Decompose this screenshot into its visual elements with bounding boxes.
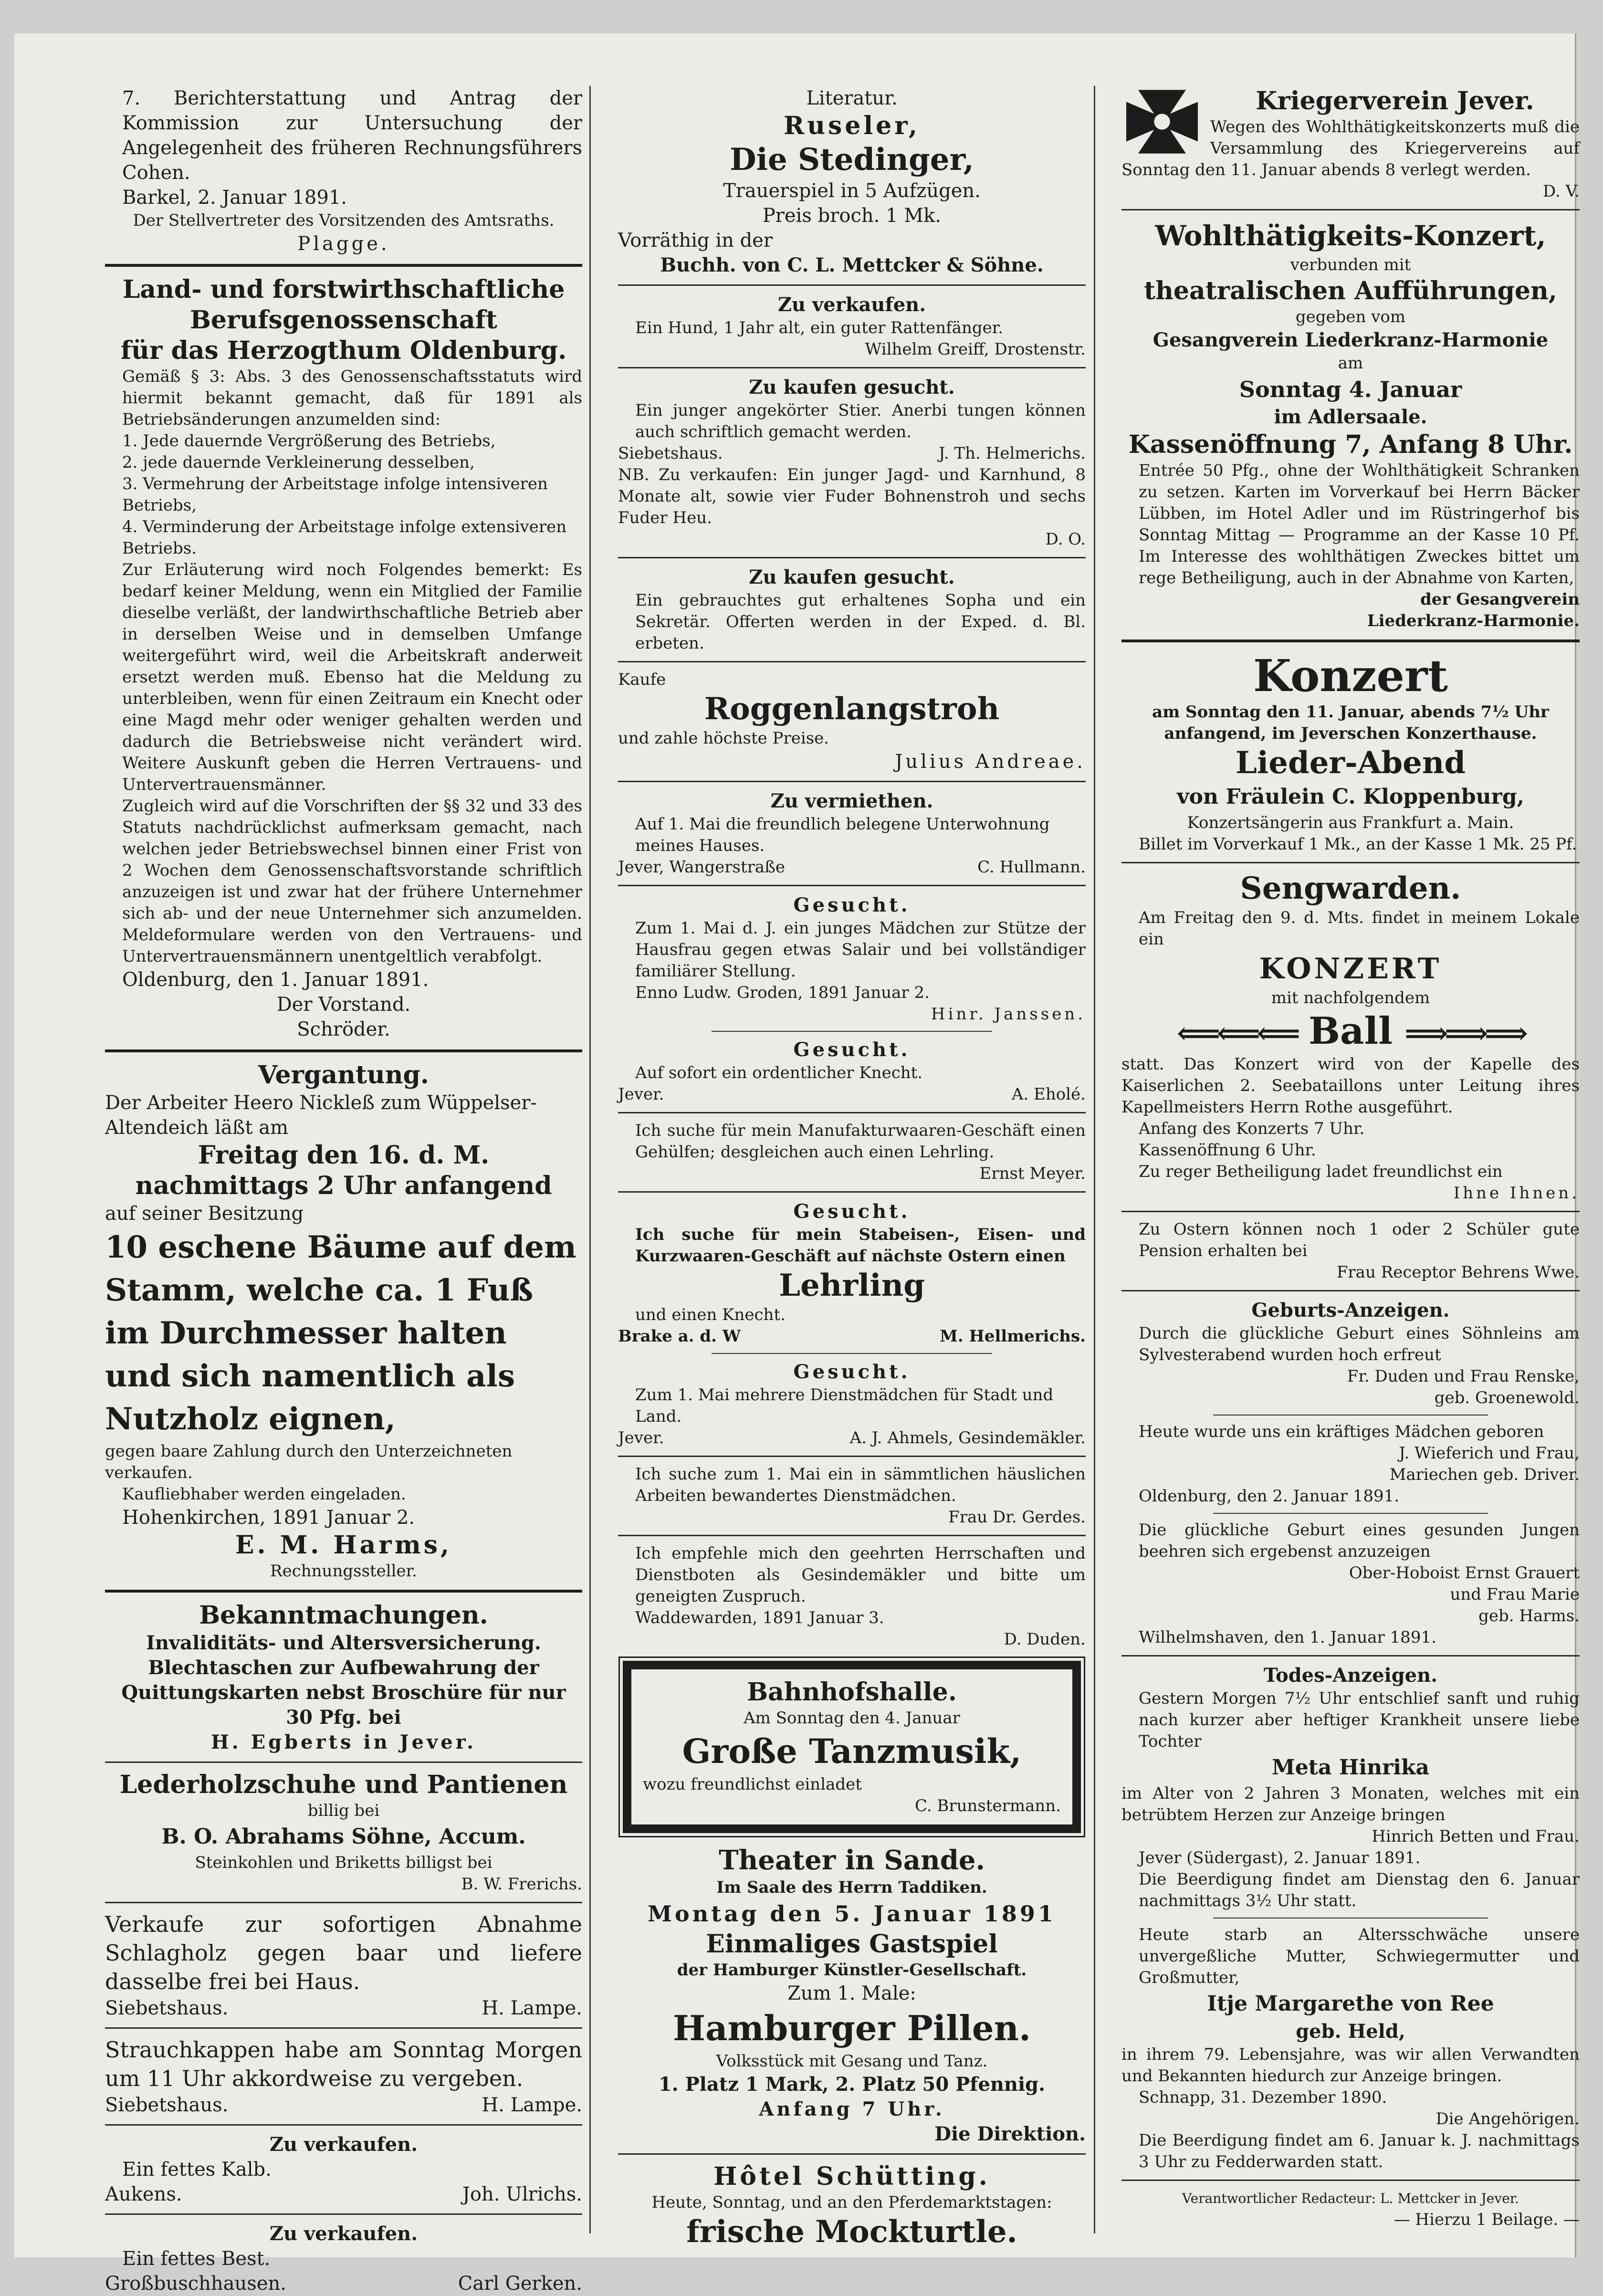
ad-date: Oldenburg, den 2. Januar 1891. bbox=[1139, 1487, 1400, 1506]
ad-body: am bbox=[1338, 354, 1363, 373]
section-heading: Literatur. bbox=[806, 87, 898, 109]
ad-body: Auf sofort ein ordentlicher Knecht. bbox=[635, 1063, 923, 1082]
ad-signature: D. O. bbox=[1045, 530, 1086, 549]
list-item: 4. Verminderung der Arbeitstage infolge extensiveren Betriebs. bbox=[122, 517, 567, 558]
divider bbox=[712, 1353, 992, 1354]
ad-troupe: der Hamburger Künstler-Gesellschaft. bbox=[677, 1961, 1027, 1980]
supplement-note: — Hierzu 1 Beilage. — bbox=[1393, 2210, 1580, 2229]
ad-body: billig bei bbox=[307, 1801, 380, 1820]
ad-body: Die Beerdigung findet am Dienstag den 6. Januar nachmittags 3½ Uhr statt. bbox=[1139, 1870, 1580, 1910]
ad-body: Ich suche für mein Stabeisen-, Eisen- und Kurzwaaren-Geschäft auf nächste Ostern einen bbox=[635, 1225, 1086, 1266]
ad-club: Gesangverein Liederkranz-Harmonie bbox=[1152, 329, 1549, 351]
divider bbox=[105, 2027, 582, 2029]
ad-footer bbox=[105, 2182, 582, 2207]
ad-subtitle: Invaliditäts- und Altersversicherung. bbox=[146, 1632, 541, 1654]
ad-body: Kaufe bbox=[618, 670, 666, 689]
book-price: Preis broch. 1 Mk. bbox=[762, 205, 942, 227]
ad-seller: C. Brunstermann. bbox=[914, 1796, 1061, 1815]
ad-title: Zu kaufen gesucht. bbox=[749, 376, 955, 398]
ad-time: nachmittags 2 Uhr anfangend bbox=[135, 1171, 552, 1200]
divider bbox=[105, 1902, 582, 1903]
divider bbox=[105, 1590, 582, 1593]
divider bbox=[1121, 862, 1580, 863]
ad-body: im Alter von 2 Jahren 3 Monaten, welches mit ein betrübtem Herzen zur Anzeige bringen bbox=[1121, 1784, 1580, 1824]
ornament-left-icon: ⟸⟸⟸ bbox=[1176, 1016, 1297, 1051]
ad-seller: H. Lampe. bbox=[482, 1997, 582, 2019]
column-right bbox=[1121, 86, 1580, 2229]
divider bbox=[618, 885, 1086, 886]
ad-footer bbox=[105, 1996, 582, 2021]
ad-title: Zu kaufen gesucht. bbox=[749, 566, 955, 588]
ad-body: Volksstück mit Gesang und Tanz. bbox=[716, 2052, 988, 2071]
ad-signature: Schröder. bbox=[297, 1018, 390, 1040]
ad-place: Großbuschhausen. bbox=[105, 2273, 286, 2295]
ad-footer bbox=[618, 857, 1086, 878]
ad-seller: Ernst Meyer. bbox=[979, 1164, 1086, 1183]
ad-date: Hohenkirchen, 1891 Januar 2. bbox=[122, 1507, 415, 1529]
divider bbox=[105, 1049, 582, 1052]
ad-headline: KONZERT bbox=[1259, 952, 1442, 985]
ad-seller: Frau Dr. Gerdes. bbox=[948, 1508, 1086, 1527]
ad-seller: Buchh. von C. L. Mettcker & Söhne. bbox=[660, 254, 1044, 276]
ad-seller: B. W. Frerichs. bbox=[461, 1875, 582, 1894]
ad-seller: M. Hellmerichs. bbox=[940, 1327, 1086, 1346]
book-title: Die Stedinger, bbox=[730, 142, 974, 178]
divider bbox=[618, 1456, 1086, 1457]
ad-headline: Hamburger Pillen. bbox=[672, 2008, 1031, 2048]
ad-headline: 10 eschene Bäume auf dem Stamm, welche ca. 1 Fuß im Durchmesser halten und sich namentlich als Nutzholz eignen, bbox=[105, 1229, 576, 1437]
ad-headline: theatralischen Aufführungen, bbox=[1144, 276, 1557, 305]
ad-body: Blechtaschen zur Aufbewahrung der Quittungskarten nebst Broschüre für nur 30 Pfg. bei bbox=[121, 1656, 566, 1729]
column-rule bbox=[1094, 86, 1095, 2233]
ad-headline: Lehrling bbox=[779, 1268, 925, 1303]
ad-date: Am Sonntag den 4. Januar bbox=[744, 1709, 960, 1728]
ad-signature: Ihne Ihnen. bbox=[1453, 1184, 1580, 1203]
ad-place: Enno Ludw. Groden, 1891 Januar 2. bbox=[635, 983, 930, 1002]
divider bbox=[105, 2124, 582, 2126]
ad-body: verbunden mit bbox=[1290, 255, 1411, 274]
ad-body: statt. Das Konzert wird von der Kapelle des Kaiserlichen 2. Seebataillons unter Leitung ihres Kapellmeisters Herrn Rothe ausgeführt. bbox=[1121, 1055, 1580, 1117]
ad-title: Todes-Anzeigen. bbox=[1263, 1664, 1438, 1687]
ad-footer bbox=[105, 2093, 582, 2118]
deceased-name: Meta Hinrika bbox=[1271, 1755, 1430, 1780]
ad-body: mit nachfolgendem bbox=[1271, 988, 1430, 1007]
ad-signature: der Gesangverein bbox=[1420, 590, 1580, 609]
ad-place: Aukens. bbox=[105, 2183, 182, 2205]
ad-title: Lederholzschuhe und Pantienen bbox=[119, 1770, 568, 1799]
ad-date: Montag den 5. Januar 1891 bbox=[648, 1901, 1056, 1927]
ad-title: Zu verkaufen. bbox=[269, 2133, 418, 2156]
ad-footer bbox=[618, 1326, 1086, 1347]
framed-ad bbox=[623, 1661, 1081, 1833]
notice-body: 7. Berichterstattung und Antrag der Kommission zur Untersuchung der Angelegenheit des früheren Rechnungsführers Cohen. bbox=[122, 87, 582, 184]
ad-headline: frische Mockturtle. bbox=[686, 2214, 1017, 2250]
ad-title: Theater in Sande. bbox=[718, 1845, 985, 1876]
ad-title: Bekanntmachungen. bbox=[199, 1601, 488, 1630]
ad-body: wozu freundlichst einladet bbox=[643, 1775, 862, 1794]
ad-body: Wegen des Wohlthätigkeitskonzerts muß die Versammlung des Kriegervereins auf Sonntag den 11. Januar abends 8 verlegt werden. bbox=[1121, 117, 1580, 179]
editor-line: Verantwortlicher Redacteur: L. Mettcker in Jever. bbox=[1182, 2191, 1519, 2206]
list-item: 3. Vermehrung der Arbeitstage infolge intensiveren Betriebs, bbox=[122, 474, 548, 515]
ad-body: Am Freitag den 9. d. Mts. findet in meinem Lokale ein bbox=[1139, 908, 1580, 949]
ad-body: Ich suche zum 1. Mai ein in sämmtlichen häuslichen Arbeiten bewandertes Dienstmädchen. bbox=[635, 1465, 1086, 1505]
ad-signature: Mariechen geb. Driver. bbox=[1389, 1465, 1580, 1484]
notice-signature: Plagge. bbox=[297, 233, 390, 255]
ad-signature: Fr. Duden und Frau Renske, bbox=[1347, 1367, 1580, 1386]
ad-signature: J. Wieferich und Frau, bbox=[1399, 1444, 1580, 1463]
ball-banner bbox=[1121, 1009, 1580, 1054]
ad-body: Zugleich wird auf die Vorschriften der §§ 32 und 33 des Statuts nachdrücklichst aufmerksam gemacht, nach welchen jeder Betriebswechsel binnen einer Frist von 2 Wochen dem Genossenschaftsvorstande schriftlich anzuzeigen ist und zwar hat der frühere Unternehmer sich ab- und der neue Unternehmer sich anzumelden. Meldeformulare werden von den Vertrauens- und Untervertrauensmännern unentgeltlich verabfolgt. bbox=[122, 797, 582, 966]
ad-date: Oldenburg, den 1. Januar 1891. bbox=[122, 969, 429, 991]
ad-footer bbox=[618, 1427, 1086, 1449]
ad-signature: D. V. bbox=[1542, 182, 1580, 201]
ad-body: Ein fettes Kalb. bbox=[122, 2159, 272, 2181]
ad-title: Hôtel Schütting. bbox=[713, 2162, 990, 2191]
ad-place: Siebetshaus. bbox=[105, 1997, 229, 2019]
ad-signature: Die Angehörigen. bbox=[1435, 2109, 1580, 2128]
ad-body: Steinkohlen und Briketts billigst bei bbox=[195, 1853, 492, 1872]
ad-place: Jever, Wangerstraße bbox=[618, 858, 785, 877]
ad-footer bbox=[105, 2271, 582, 2296]
ad-title: Zu verkaufen. bbox=[777, 294, 926, 316]
ad-role: Rechnungssteller. bbox=[270, 1562, 417, 1581]
ad-seller: J. Th. Helmerichs. bbox=[938, 444, 1086, 463]
ad-body: und einen Knecht. bbox=[635, 1305, 786, 1324]
ad-footer bbox=[618, 443, 1086, 464]
book-author: Ruseler, bbox=[784, 111, 920, 140]
divider bbox=[618, 661, 1086, 662]
ad-body: Kaufliebhaber werden eingeladen. bbox=[122, 1485, 406, 1504]
ad-body: Verkaufe zur sofortigen Abnahme Schlagholz gegen baar und liefere dasselbe frei bei Haus. bbox=[105, 1911, 582, 1994]
ad-place: Jever. bbox=[618, 1428, 664, 1447]
ad-date: Jever (Südergast), 2. Januar 1891. bbox=[1139, 1848, 1421, 1867]
ad-seller: Hinr. Janssen. bbox=[931, 1005, 1086, 1024]
ad-body: Die glückliche Geburt eines gesunden Jungen beehren sich ergebenst anzuzeigen bbox=[1139, 1520, 1580, 1561]
ad-body: Auf 1. Mai die freundlich belegene Unterwohnung meines Hauses. bbox=[635, 815, 1050, 855]
ad-body: Ich empfehle mich den geehrten Herrschaften und Dienstboten als Gesindemäkler und bitte um geneigten Zuspruch. bbox=[635, 1544, 1086, 1606]
ad-body: Zu reger Betheiligung ladet freundlichst ein bbox=[1139, 1162, 1503, 1181]
ad-seller: Carl Gerken. bbox=[458, 2273, 582, 2295]
ad-start: Anfang 7 Uhr. bbox=[759, 2098, 945, 2120]
ad-body: Gemäß § 3: Abs. 3 des Genossenschaftsstatuts wird hiermit bekannt gemacht, daß für 1891 als Betriebsänderungen anzumelden sind: bbox=[122, 367, 582, 429]
ad-body: Konzertsängerin aus Frankfurt a. Main. bbox=[1187, 813, 1514, 832]
ad-signature: Ober-Hoboist Ernst Grauert bbox=[1349, 1563, 1580, 1583]
ad-date: Sonntag 4. Januar bbox=[1239, 377, 1462, 402]
ad-body: Entrée 50 Pfg., ohne der Wohlthätigkeit Schranken zu setzen. Karten im Vorverkauf bei Herrn Bäcker Lübben, im Hotel Adler und im Rüstringerhof bis Sonntag Mittag — Programme an der Kasse 10 Pf. Im Interesse des wohlthätigen Zweckes bittet um rege Betheiligung, auch in der Abnahme von Karten, bbox=[1139, 461, 1580, 587]
divider bbox=[1121, 1211, 1580, 1212]
ad-headline: Roggenlangstroh bbox=[704, 691, 1000, 727]
ad-place: Siebetshaus. bbox=[105, 2094, 229, 2116]
divider bbox=[618, 1191, 1086, 1193]
ad-seller: Julius Andreae. bbox=[895, 751, 1086, 773]
ad-body: Zum 1. Male: bbox=[787, 1982, 916, 2004]
ad-title: Zu vermiethen. bbox=[770, 790, 933, 812]
ad-date: Wilhelmshaven, den 1. Januar 1891. bbox=[1139, 1628, 1436, 1647]
ad-place: Brake a. d. W bbox=[618, 1327, 741, 1346]
ad-body: Zur Erläuterung wird noch Folgendes bemerkt: Es bedarf keiner Meldung, wenn ein Mitglied der Familie dieselbe verläßt, der landwirthschaftliche Betrieb aber in derselben Weise und in demselben Umfange weitergeführt wird, weil die Arbeitskraft anderweit ersetzt werden muß. Ebenso hat die Meldung zu unterbleiben, wenn für einen Zeitraum ein Knecht oder eine Magd mehr oder weniger gehalten werden und dadurch die Betriebsweise nicht verändert wird. Weitere Auskunft geben die Herren Vertrauens- und Untervertrauensmänner. bbox=[122, 560, 582, 794]
ad-headline: Große Tanzmusik, bbox=[682, 1731, 1022, 1771]
ad-body: Heute starb an Altersschwäche unsere unvergeßliche Mutter, Schwiegermutter und Großmutter, bbox=[1139, 1925, 1580, 1987]
ad-note: NB. Zu verkaufen: Ein junger Jagd- und Karnhund, 8 Monate alt, sowie vier Fuder Bohnenstroh und sechs Fuder Heu. bbox=[618, 465, 1086, 527]
list-item: 2. jede dauernde Verkleinerung desselben, bbox=[122, 453, 475, 472]
divider bbox=[712, 1031, 992, 1032]
notice-role: Der Stellvertreter des Vorsitzenden des Amtsraths. bbox=[133, 211, 555, 230]
divider bbox=[618, 1535, 1086, 1536]
notice-place-date: Barkel, 2. Januar 1891. bbox=[122, 187, 347, 209]
divider bbox=[1213, 1513, 1488, 1514]
ad-title: Berufsgenossenschaft bbox=[189, 305, 498, 335]
newspaper-page bbox=[14, 33, 1580, 2295]
divider bbox=[1121, 1290, 1580, 1291]
ad-body: und zahle höchste Preise. bbox=[618, 729, 829, 748]
divider bbox=[1121, 1655, 1580, 1656]
column-left bbox=[105, 86, 582, 2295]
ad-place: Waddewarden, 1891 Januar 3. bbox=[635, 1608, 884, 1627]
ad-headline: Lieder-Abend bbox=[1235, 745, 1466, 781]
deceased-maiden-name: geb. Held, bbox=[1296, 2020, 1405, 2043]
ad-performer: von Fräulein C. Kloppenburg, bbox=[1177, 785, 1524, 809]
ad-seller: Joh. Ulrichs. bbox=[462, 2183, 582, 2205]
ad-body: auf seiner Besitzung bbox=[105, 1203, 304, 1225]
ad-board: Der Vorstand. bbox=[276, 994, 411, 1016]
ad-seller: C. Hullmann. bbox=[977, 858, 1086, 877]
ad-body: in ihrem 79. Lebensjahre, was wir allen Verwandten und Bekannten hiedurch zur Anzeige bringen. bbox=[1121, 2045, 1580, 2086]
divider bbox=[1121, 209, 1580, 210]
column-rule bbox=[589, 86, 591, 2233]
ad-venue: Im Saale des Herrn Taddiken. bbox=[716, 1878, 987, 1897]
ad-title: Sengwarden. bbox=[1240, 870, 1461, 906]
ad-place: Siebetshaus. bbox=[618, 444, 723, 463]
ad-signature: geb. Groenewold. bbox=[1434, 1388, 1580, 1407]
ad-body: gegeben vom bbox=[1295, 307, 1406, 326]
ad-venue: im Adlersaale. bbox=[1274, 406, 1427, 428]
ad-body: Vorräthig in der bbox=[618, 230, 773, 252]
ad-footer bbox=[618, 1084, 1086, 1105]
ad-body: Gestern Morgen 7½ Uhr entschlief sanft und ruhig nach kurzer aber heftiger Krankheit unsere liebe Tochter bbox=[1139, 1689, 1580, 1751]
ad-seller: D. Duden. bbox=[1004, 1630, 1086, 1649]
ad-seller: H. Egberts in Jever. bbox=[210, 1731, 477, 1753]
ad-body: Zum 1. Mai mehrere Dienstmädchen für Stadt und Land. bbox=[635, 1385, 1054, 1426]
column-middle bbox=[618, 86, 1086, 2250]
ad-signature: und Frau Marie bbox=[1450, 1585, 1580, 1604]
ad-headline: Ball bbox=[1309, 1009, 1393, 1053]
ad-signature: geb. Harms. bbox=[1478, 1606, 1580, 1625]
divider bbox=[618, 367, 1086, 368]
ad-title: Gesucht. bbox=[793, 1200, 911, 1223]
divider bbox=[618, 781, 1086, 782]
ad-title: Gesucht. bbox=[793, 894, 911, 916]
ad-seller: Wilhelm Greiff, Drostenstr. bbox=[865, 340, 1086, 359]
ad-title: Bahnhofshalle. bbox=[747, 1677, 957, 1707]
ad-signature: Liederkranz-Harmonie. bbox=[1367, 611, 1580, 630]
ad-title: Kriegerverein Jever. bbox=[1256, 86, 1534, 115]
ad-body: Ich suche für mein Manufakturwaaren-Geschäft einen Gehülfen; desgleichen auch einen Lehrling. bbox=[635, 1121, 1086, 1162]
ad-seller: B. O. Abrahams Söhne, Accum. bbox=[161, 1824, 526, 1849]
iron-cross-icon bbox=[1121, 86, 1203, 157]
ad-body: Anfang des Konzerts 7 Uhr. bbox=[1139, 1119, 1365, 1138]
ad-body: Strauchkappen habe am Sonntag Morgen um 11 Uhr akkordweise zu vergeben. bbox=[105, 2037, 582, 2091]
ad-title: Gesucht. bbox=[793, 1038, 911, 1061]
ornament-right-icon: ⟹⟹⟹ bbox=[1404, 1016, 1525, 1051]
divider bbox=[618, 1112, 1086, 1113]
ad-body: Heute, Sonntag, und an den Pferdemarktstagen: bbox=[651, 2193, 1052, 2212]
ad-title: Zu verkaufen. bbox=[269, 2223, 418, 2245]
ad-price: Billet im Vorverkauf 1 Mk., an der Kasse 1 Mk. 25 Pf. bbox=[1139, 835, 1577, 854]
ad-signature: Die Direktion. bbox=[934, 2123, 1086, 2145]
divider bbox=[618, 557, 1086, 558]
ad-body: Die Beerdigung findet am 6. Januar k. J. nachmittags 3 Uhr zu Fedderwarden statt. bbox=[1139, 2131, 1580, 2171]
ad-prices: 1. Platz 1 Mark, 2. Platz 50 Pfennig. bbox=[658, 2073, 1046, 2096]
ad-body: Ein gebrauchtes gut erhaltenes Sopha und ein Sekretär. Offerten werden in der Exped. d. Bl. erbeten. bbox=[635, 591, 1086, 653]
ad-date: am Sonntag den 11. Januar, abends 7½ Uhr anfangend, im Jeverschen Konzerthause. bbox=[1152, 702, 1549, 743]
book-subtitle: Trauerspiel in 5 Aufzügen. bbox=[723, 180, 981, 202]
ad-title: Geburts-Anzeigen. bbox=[1251, 1299, 1450, 1321]
ad-signature: E. M. Harms, bbox=[235, 1531, 452, 1560]
ad-body: Kassenöffnung 6 Uhr. bbox=[1139, 1141, 1316, 1160]
ad-body: Der Arbeiter Heero Nickleß zum Wüppelser-Altendeich läßt am bbox=[105, 1092, 537, 1139]
divider bbox=[105, 2213, 582, 2215]
divider bbox=[618, 2153, 1086, 2155]
ad-title: Gesucht. bbox=[793, 1361, 911, 1383]
ad-title: Vergantung. bbox=[258, 1060, 429, 1090]
ad-seller: Frau Receptor Behrens Wwe. bbox=[1336, 1263, 1580, 1282]
ad-date: Schnapp, 31. Dezember 1890. bbox=[1139, 2088, 1387, 2107]
ad-place: Jever. bbox=[618, 1085, 664, 1104]
ad-body: Ein fettes Best. bbox=[122, 2248, 271, 2270]
deceased-name: Itje Margarethe von Ree bbox=[1207, 1992, 1494, 2016]
ad-title: Wohlthätigkeits-Konzert, bbox=[1155, 220, 1546, 252]
ad-body: Ein Hund, 1 Jahr alt, ein guter Rattenfänger. bbox=[635, 318, 1004, 337]
ad-title: für das Herzogthum Oldenburg. bbox=[120, 336, 567, 365]
list-item: 1. Jede dauernde Vergrößerung des Betriebs, bbox=[122, 431, 496, 451]
divider bbox=[1121, 2180, 1580, 2181]
ad-body: gegen baare Zahlung durch den Unterzeichneten verkaufen. bbox=[105, 1442, 513, 1482]
ad-times: Kassenöffnung 7, Anfang 8 Uhr. bbox=[1128, 430, 1573, 459]
ad-body: Zu Ostern können noch 1 oder 2 Schüler gute Pension erhalten bei bbox=[1139, 1220, 1580, 1260]
ad-title: Konzert bbox=[1253, 650, 1448, 702]
ad-seller: A. Eholé. bbox=[1011, 1085, 1086, 1104]
ad-body: Ein junger angekörter Stier. Anerbi tungen können auch schriftlich gemacht werden. bbox=[635, 401, 1086, 441]
divider bbox=[1213, 1918, 1488, 1919]
ad-event: Einmaliges Gastspiel bbox=[706, 1929, 998, 1959]
divider bbox=[618, 284, 1086, 286]
ad-body: Durch die glückliche Geburt eines Söhnleins am Sylvesterabend wurden hoch erfreut bbox=[1139, 1324, 1580, 1364]
ad-seller: H. Lampe. bbox=[482, 2094, 582, 2116]
ad-body: Zum 1. Mai d. J. ein junges Mädchen zur Stütze der Hausfrau gegen etwas Salair und bei vollständiger familiärer Stellung. bbox=[635, 919, 1086, 981]
ad-seller: A. J. Ahmels, Gesindemäkler. bbox=[849, 1428, 1086, 1447]
divider bbox=[105, 264, 582, 267]
ad-body: Heute wurde uns ein kräftiges Mädchen geboren bbox=[1139, 1422, 1544, 1441]
ad-signature: Hinrich Betten und Frau. bbox=[1372, 1827, 1580, 1846]
ad-title: Land- und forstwirthschaftliche bbox=[122, 275, 565, 304]
divider bbox=[1121, 640, 1580, 642]
divider bbox=[105, 1761, 582, 1763]
ad-date: Freitag den 16. d. M. bbox=[198, 1141, 490, 1170]
